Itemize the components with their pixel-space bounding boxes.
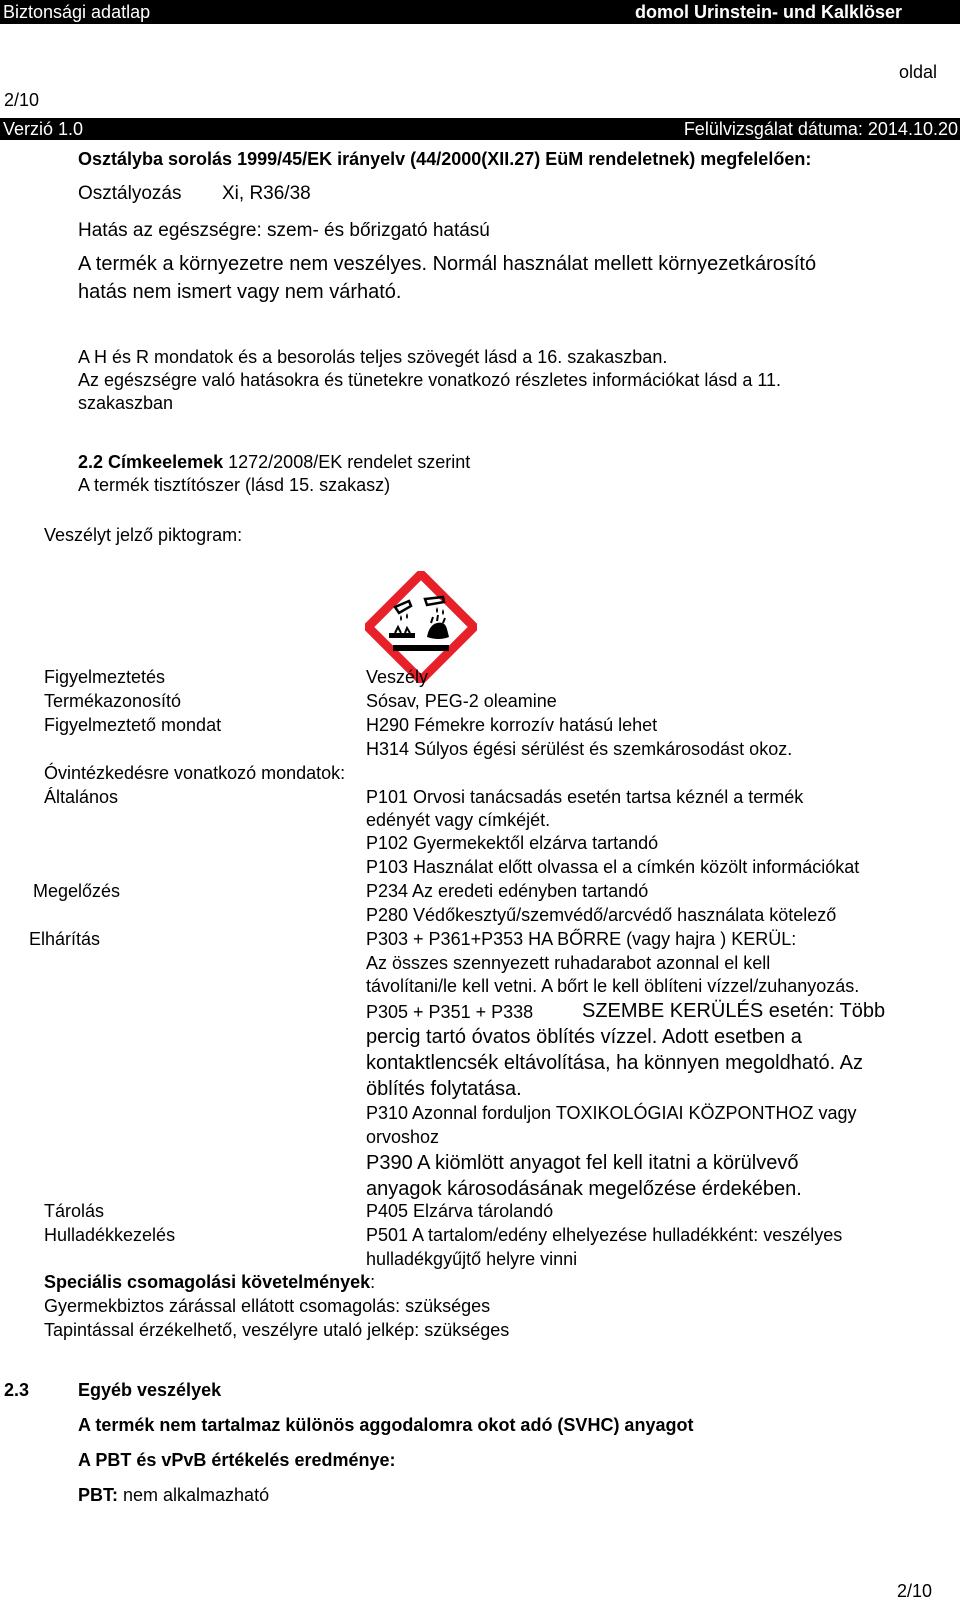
header-page-number: 2/10 (4, 90, 40, 110)
section-title: Címkeelemek (108, 452, 224, 472)
p303-line-3: távolítani/le kell vetni. A bőrt le kell öblíteni vízzel/zuhanyozás. (366, 976, 860, 996)
section-title-rest: 1272/2008/EK rendelet szerint (223, 452, 471, 472)
pbt-value: nem alkalmazható (118, 1485, 270, 1505)
p390-line-2: anyagok károsodásának megelőzése érdekében. (366, 1178, 802, 1200)
disposal-label: Hulladékkezelés (44, 1225, 176, 1245)
svhc-statement: A termék nem tartalmaz különös aggodalomra okot adó (SVHC) anyagot (78, 1415, 694, 1435)
reference-section-11-line-2: szakaszban (78, 393, 174, 413)
signal-word-label: Figyelmeztetés (44, 667, 166, 687)
p101-line-2: edényét vagy címkéjét. (366, 810, 551, 830)
p390-line-1: P390 A kiömlött anyagot fel kell itatni a körülvevő (366, 1152, 799, 1174)
p310-line-1: P310 Azonnal forduljon TOXIKOLÓGIAI KÖZPONTHOZ vagy (366, 1103, 857, 1123)
p305-line-1: SZEMBE KERÜLÉS esetén: Több (582, 1000, 886, 1022)
hazard-h314: H314 Súlyos égési sérülést és szemkárosodást okoz. (366, 739, 793, 759)
special-packaging-heading (44, 1271, 375, 1294)
p305-line-4: öblítés folytatása. (366, 1078, 522, 1100)
header-doc-type: Biztonsági adatlap (3, 2, 151, 22)
header-product-name: domol Urinstein- und Kalklöser (634, 2, 902, 22)
pbt-result (78, 1484, 269, 1506)
p501-line-2: hulladékgyűjtő helyre vinni (366, 1249, 578, 1269)
pictogram-label: Veszélyt jelző piktogram: (44, 525, 243, 545)
health-effect: Hatás az egészségre: szem- és bőrizgató hatású (78, 220, 490, 241)
header-version: Verzió 1.0 (3, 119, 84, 139)
product-identifier-value: Sósav, PEG-2 oleamine (366, 691, 557, 711)
p305-line-3: kontaktlencsék eltávolítása, ha könnyen megoldható. Az (366, 1052, 863, 1074)
p305-line-2: percig tartó óvatos öblítés vízzel. Adott esetben a (366, 1026, 802, 1048)
p501-line-1: P501 A tartalom/edény elhelyezése hulladékként: veszélyes (366, 1225, 843, 1245)
header-bar (0, 0, 960, 24)
pbt-heading: A PBT és vPvB értékelés eredménye: (78, 1450, 396, 1470)
special-packaging-title: Speciális csomagolási követelmények (44, 1272, 371, 1292)
pbt-label: PBT: (78, 1485, 118, 1505)
section-number: 2.2 (78, 452, 104, 472)
reference-section-16: A H és R mondatok és a besorolás teljes szövegét lásd a 16. szakaszban. (78, 347, 668, 367)
prevention-label: Megelőzés (33, 881, 121, 901)
p234: P234 Az eredeti edényben tartandó (366, 881, 649, 901)
section-2-2-heading (78, 451, 470, 473)
reference-section-11-line-1: Az egészségre való hatásokra és tünetekre vonatkozó részletes információkat lásd a 11. (78, 370, 782, 390)
hazard-h290: H290 Fémekre korrozív hatású lehet (366, 715, 658, 735)
classification-label: Osztályozás (78, 183, 182, 204)
p303: P303 + P361+P353 HA BŐRRE (vagy hajra ) KERÜL: (366, 929, 797, 949)
special-packaging-1: Gyermekbiztos zárással ellátott csomagolás: szükséges (44, 1296, 491, 1316)
p280: P280 Védőkesztyű/szemvédő/arcvédő használata kötelező (366, 905, 837, 925)
precaution-heading: Óvintézkedésre vonatkozó mondatok: (44, 763, 346, 783)
p303-line-2: Az összes szennyezett ruhadarabot azonnal el kell (366, 953, 771, 973)
environment-line-2: hatás nem ismert vagy nem várható. (78, 281, 402, 303)
header-page-word: oldal (899, 62, 938, 82)
classification-heading: Osztályba sorolás 1999/45/EK irányelv (44/2000(XII.27) EüM rendeletnek) megfelelően: (78, 149, 812, 169)
p305-code: P305 + P351 + P338 (366, 1002, 534, 1022)
classification-value: Xi, R36/38 (222, 183, 311, 204)
p102: P102 Gyermekektől elzárva tartandó (366, 833, 659, 853)
p405: P405 Elzárva tárolandó (366, 1201, 554, 1221)
special-packaging-colon: : (370, 1272, 376, 1292)
general-label: Általános (44, 787, 119, 807)
header-review-date: Felülvizsgálat dátuma: 2014.10.20 (683, 119, 958, 139)
footer-page-number: 2/10 (896, 1581, 932, 1601)
section-2-3-number: 2.3 (4, 1380, 30, 1400)
header-version-bar (0, 118, 960, 140)
product-identifier-label: Termékazonosító (44, 691, 182, 711)
hazard-statement-label: Figyelmeztető mondat (44, 715, 222, 735)
response-label: Elhárítás (29, 929, 101, 949)
signal-word-value: Veszély (366, 667, 429, 687)
p103: P103 Használat előtt olvassa el a címkén közölt információkat (366, 857, 860, 877)
p310-line-2: orvoshoz (366, 1127, 440, 1147)
section-2-2-subtitle: A termék tisztítószer (lásd 15. szakasz) (78, 475, 391, 495)
storage-label: Tárolás (44, 1201, 105, 1221)
section-2-3-title: Egyéb veszélyek (78, 1380, 222, 1400)
p101-line-1: P101 Orvosi tanácsadás esetén tartsa kéznél a termék (366, 787, 804, 807)
environment-line-1: A termék a környezetre nem veszélyes. Normál használat mellett környezetkárosító (78, 253, 817, 275)
special-packaging-2: Tapintással érzékelhető, veszélyre utaló jelkép: szükséges (44, 1320, 510, 1340)
